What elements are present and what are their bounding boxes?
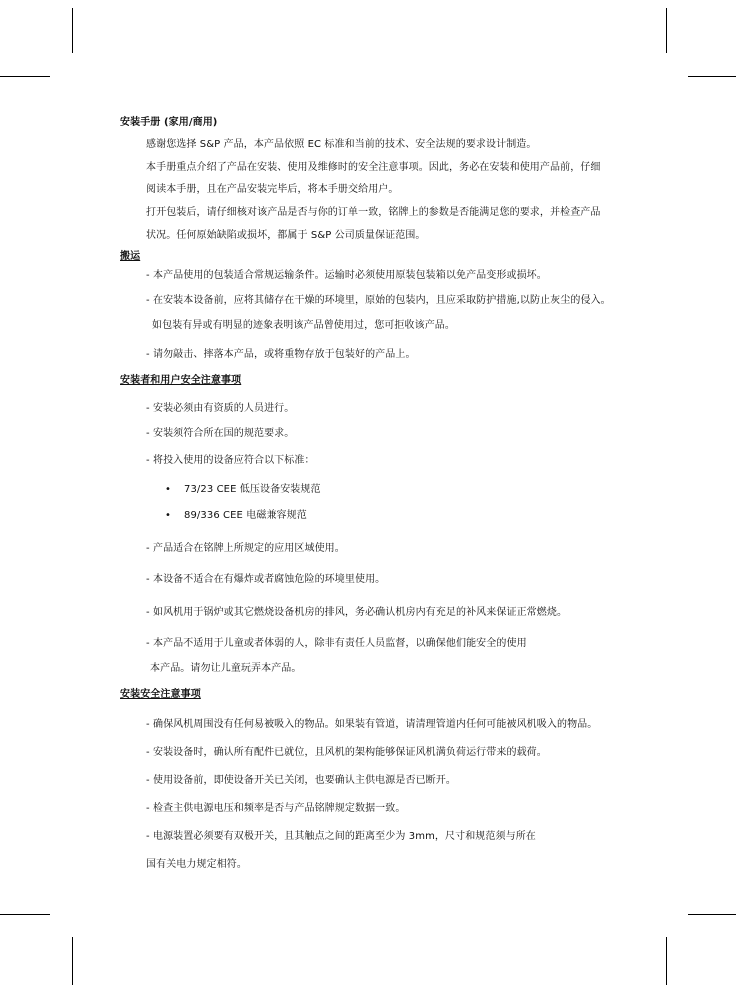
safety-item: - 如风机用于锅炉或其它燃烧设备机房的排风，务必确认机房内有充足的补风来保证正常燃烧。 bbox=[146, 607, 568, 618]
transport-item: 如包装有异或有明显的迹象表明该产品曾使用过，您可拒收该产品。 bbox=[152, 320, 455, 331]
install-safety-item: - 检查主供电源电压和频率是否与产品铭牌规定数据一致。 bbox=[146, 803, 406, 814]
intro-line: 本手册重点介绍了产品在安装、使用及维修时的安全注意事项。因此，务必在安装和使用产品前，仔细 bbox=[146, 162, 601, 173]
transport-item: - 本产品使用的包装适合常规运输条件。运输时必须使用原装包装箱以免产品变形或损坏。 bbox=[146, 270, 547, 281]
install-safety-item: - 确保风机周围没有任何易被吸入的物品。如果装有管道，请清理管道内任何可能被风机吸入的物品。 bbox=[146, 719, 598, 730]
standard-item: 73/23 CEE 低压设备安装规范 bbox=[184, 484, 321, 495]
intro-line: 阅读本手册，且在产品安装完毕后，将本手册交给用户。 bbox=[146, 184, 399, 195]
standard-item: 89/336 CEE 电磁兼容规范 bbox=[184, 510, 307, 521]
transport-item: - 请勿敲击、摔落本产品，或将重物存放于包装好的产品上。 bbox=[146, 349, 416, 360]
heading-install-user-safety: 安装者和用户安全注意事项 bbox=[120, 375, 242, 386]
safety-item: - 安装须符合所在国的规范要求。 bbox=[146, 428, 295, 439]
safety-item: - 安装必须由有资质的人员进行。 bbox=[146, 403, 295, 414]
safety-item: 本产品。请勿让儿童玩弄本产品。 bbox=[150, 663, 302, 674]
bullet-icon: • bbox=[165, 510, 171, 521]
safety-item: - 将投入使用的设备应符合以下标准： bbox=[146, 455, 315, 466]
install-safety-item: - 使用设备前，即使设备开关已关闭，也要确认主供电源是否已断开。 bbox=[146, 775, 456, 786]
bullet-icon: • bbox=[165, 484, 171, 495]
safety-item: - 产品适合在铭牌上所规定的应用区域使用。 bbox=[146, 543, 345, 554]
safety-item: - 本产品不适用于儿童或者体弱的人，除非有责任人员监督，以确保他们能安全的使用 bbox=[146, 638, 527, 649]
intro-line: 打开包装后，请仔细核对该产品是否与你的订单一致，铭牌上的参数是否能满足您的要求，并检查产品 bbox=[146, 207, 601, 218]
heading-manual: 安装手册 (家用/商用) bbox=[120, 117, 218, 128]
heading-transport: 搬运 bbox=[120, 251, 141, 262]
install-safety-item: 国有关电力规定相符。 bbox=[146, 859, 247, 870]
install-safety-item: - 电源装置必须要有双极开关，且其触点之间的距离至少为 3mm，尺寸和规范须与所在 bbox=[146, 831, 536, 842]
intro-line: 感谢您选择 S&P 产品，本产品依照 EC 标准和当前的技术、安全法规的要求设计制造。 bbox=[146, 139, 537, 150]
install-safety-item: - 安装设备时，确认所有配件已就位，且风机的架构能够保证风机满负荷运行带来的载荷。 bbox=[146, 747, 547, 758]
safety-item: - 本设备不适合在有爆炸或者腐蚀危险的环境里使用。 bbox=[146, 574, 386, 585]
transport-item: - 在安装本设备前，应将其储存在干燥的环境里，原始的包装内，且应采取防护措施,以防止灰尘的侵入。 bbox=[146, 295, 611, 306]
intro-line: 状况。任何原始缺陷或损坏，都属于 S&P 公司质量保证范围。 bbox=[146, 230, 426, 241]
heading-install-safety: 安装安全注意事项 bbox=[120, 689, 201, 700]
